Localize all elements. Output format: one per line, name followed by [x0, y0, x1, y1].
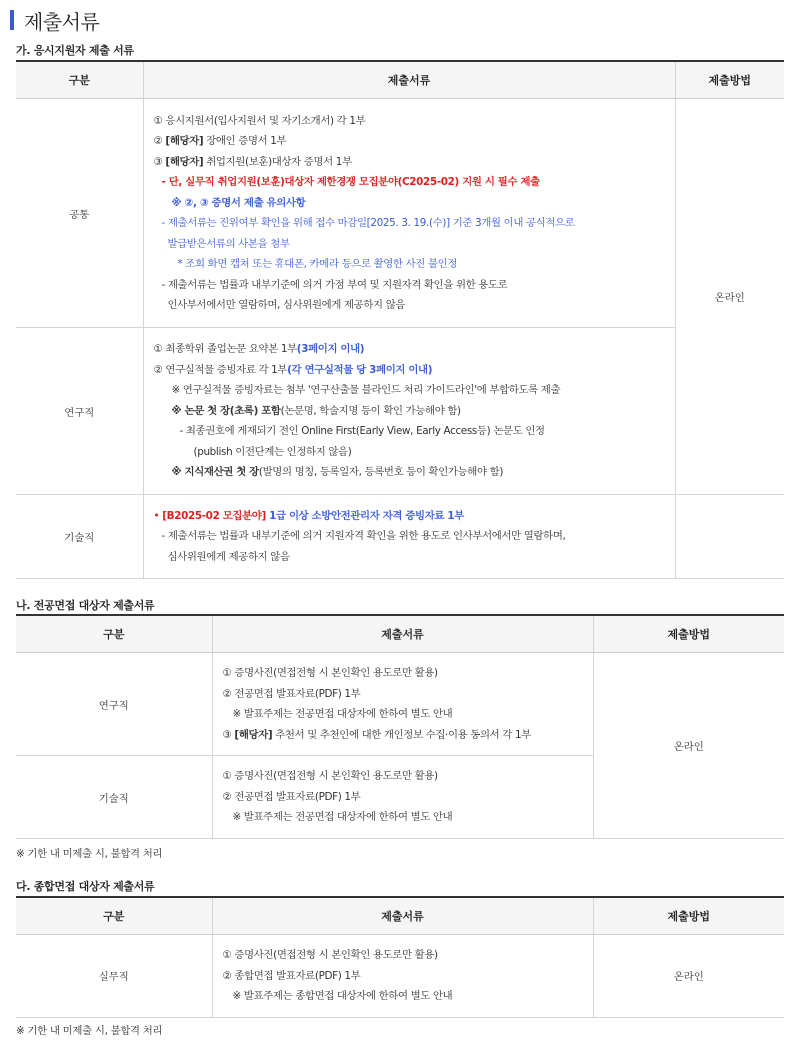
- doc-line: [150, 506, 675, 527]
- doc-line: - 제출서류는 법률과 내부기준에 의거 가점 부여 및 지원자격 확인을 위한 용도로: [161, 278, 508, 291]
- doc-line: ② 전공면접 발표자료(PDF) 1부: [222, 790, 361, 803]
- doc-emphasis: [B2025-02 모집분야]: [162, 509, 266, 522]
- doc-line: [219, 725, 593, 746]
- page-title-row: [10, 7, 99, 33]
- table-row: [16, 495, 784, 579]
- doc-line: ① 증명사진(면접전형 시 본인확인 용도로만 활용): [222, 770, 438, 783]
- doc-line: [150, 401, 675, 422]
- documents-cell: [212, 756, 593, 839]
- doc-highlight: (각 연구실적물 당 3페이지 이내): [287, 363, 433, 376]
- doc-line: [150, 360, 675, 381]
- doc-bold: ※ 논문 첫 장(초록) 포함: [171, 404, 281, 417]
- doc-text: 취업지원(보훈)대상자 증명서 1부: [203, 155, 352, 168]
- table-row: [16, 935, 784, 1018]
- table-header-row: [16, 897, 784, 935]
- doc-line: ① 응시지원서(입사지원서 및 자기소개서) 각 1부: [153, 114, 366, 127]
- col-header-documents: 제출서류: [212, 897, 593, 935]
- doc-line: ② 종합면접 발표자료(PDF) 1부: [222, 969, 361, 982]
- table-row: [16, 99, 784, 328]
- col-header-category: 구분: [16, 615, 212, 653]
- doc-line: ※ 발표주제는 종합면접 대상자에 한하여 별도 안내: [232, 990, 453, 1002]
- doc-line: ※ 연구실적물 증빙자료는 첨부 '연구산출물 블라인드 처리 가이드라인'에 부합하도록 제출: [171, 384, 561, 397]
- documents-cell: [143, 328, 675, 495]
- category-cell: 실무직: [16, 935, 212, 1018]
- section-c-title: 다. 종합면접 대상자 제출서류: [16, 880, 155, 893]
- doc-line: - 최종권호에 게재되기 전인 Online First(Early View, Early Access등) 논문도 인정: [179, 425, 545, 438]
- doc-text: (발명의 명칭, 등록일자, 등록번호 등이 확인가능해야 함): [258, 466, 504, 479]
- bullet: •: [153, 509, 163, 522]
- documents-cell: [143, 99, 675, 328]
- col-header-method: 제출방법: [593, 615, 784, 653]
- col-header-method: 제출방법: [675, 61, 784, 99]
- doc-text: ① 최종학위 졸업논문 요약본 1부: [153, 343, 297, 356]
- method-cell: 온라인: [593, 653, 784, 839]
- documents-cell: [212, 935, 593, 1018]
- table-header-row: [16, 61, 784, 99]
- doc-line: (publish 이전단계는 인정하지 않음): [193, 445, 352, 458]
- section-c-table: [16, 896, 784, 1018]
- category-cell: 기술직: [16, 495, 143, 579]
- doc-line-note: 발급받은서류의 사본을 첨부: [167, 237, 290, 250]
- doc-line: [150, 462, 675, 483]
- section-a-title: 가. 응시지원자 제출 서류: [16, 44, 134, 57]
- doc-tag: [해당자]: [165, 135, 204, 147]
- table-row: [16, 328, 784, 495]
- doc-tag: [해당자]: [234, 728, 273, 741]
- doc-line: [150, 339, 675, 360]
- doc-line: [150, 131, 675, 152]
- doc-line: ※ 발표주제는 전공면접 대상자에 한하여 별도 안내: [232, 708, 453, 720]
- method-cell: 온라인: [593, 935, 784, 1018]
- doc-line: ① 증명사진(면접전형 시 본인확인 용도로만 활용): [222, 949, 438, 961]
- section-c-footnote: ※ 기한 내 미제출 시, 불합격 처리: [16, 1025, 163, 1037]
- doc-highlight: (3페이지 이내): [296, 343, 365, 356]
- category-cell: 기술직: [16, 756, 212, 839]
- doc-line: 인사부서에서만 열람하며, 심사위원에게 제공하지 않음: [167, 299, 406, 311]
- table-header-row: [16, 615, 784, 653]
- doc-bold: ※ 지식재산권 첫 장: [171, 466, 259, 479]
- doc-line-note: ※ ②, ③ 증명서 제출 유의사항: [171, 196, 306, 209]
- category-cell: 연구직: [16, 328, 143, 495]
- doc-highlight: 1급 이상 소방안전관리자 자격 증빙자료 1부: [265, 509, 464, 522]
- section-a-table: [16, 60, 784, 579]
- col-header-category: 구분: [16, 897, 212, 935]
- doc-tag: [해당자]: [165, 155, 204, 168]
- category-cell: 연구직: [16, 653, 212, 756]
- method-cell: 온라인: [675, 99, 784, 495]
- doc-text: ② 연구실적물 증빙자료 각 1부: [153, 363, 288, 376]
- doc-line: - 제출서류는 법률과 내부기준에 의거 지원자격 확인을 위한 용도로 인사부서에서만 열람하며,: [161, 530, 566, 543]
- section-b-table: [16, 614, 784, 839]
- category-cell: 공통: [16, 99, 143, 328]
- documents-cell: [212, 653, 593, 756]
- section-b-footnote: ※ 기한 내 미제출 시, 불합격 처리: [16, 848, 163, 860]
- doc-text: ③: [153, 155, 166, 168]
- doc-text: (논문명, 학술지명 등이 확인 가능해야 함): [280, 404, 461, 417]
- doc-text: 추천서 및 추천인에 대한 개인정보 수집·이용 동의서 각 1부: [272, 728, 531, 741]
- documents-cell: [143, 495, 675, 579]
- col-header-category: 구분: [16, 61, 143, 99]
- doc-line-note: - 제출서류는 진위여부 확인을 위해 접수 마감일[2025. 3. 19.(수)] 기준 3개월 이내 공식적으로: [161, 217, 575, 229]
- doc-line: [150, 152, 675, 173]
- doc-line: ① 증명사진(면접전형 시 본인확인 용도로만 활용): [222, 667, 438, 679]
- col-header-documents: 제출서류: [212, 615, 593, 653]
- col-header-method: 제출방법: [593, 897, 784, 935]
- doc-text: ③: [222, 728, 235, 741]
- doc-line-note: * 조회 화면 캡쳐 또는 휴대폰, 카메라 등으로 촬영한 사진 불인정: [177, 258, 458, 270]
- doc-text: ②: [153, 135, 166, 147]
- table-row: [16, 653, 784, 756]
- page-title: 제출서류: [24, 9, 100, 34]
- section-b-title: 나. 전공면접 대상자 제출서류: [16, 599, 155, 612]
- doc-line: ※ 발표주제는 전공면접 대상자에 한하여 별도 안내: [232, 811, 453, 824]
- doc-line-emphasis: - 단, 실무직 취업지원(보훈)대상자 제한경쟁 모집분야(C2025-02) 지원 시 필수 제출: [161, 176, 540, 188]
- title-accent-bar: [10, 10, 14, 30]
- doc-line: 심사위원에게 제공하지 않음: [167, 550, 290, 563]
- method-cell-empty: [675, 495, 784, 579]
- col-header-documents: 제출서류: [143, 61, 675, 99]
- doc-text: 장애인 증명서 1부: [203, 135, 287, 147]
- doc-line: ② 전공면접 발표자료(PDF) 1부: [222, 687, 361, 700]
